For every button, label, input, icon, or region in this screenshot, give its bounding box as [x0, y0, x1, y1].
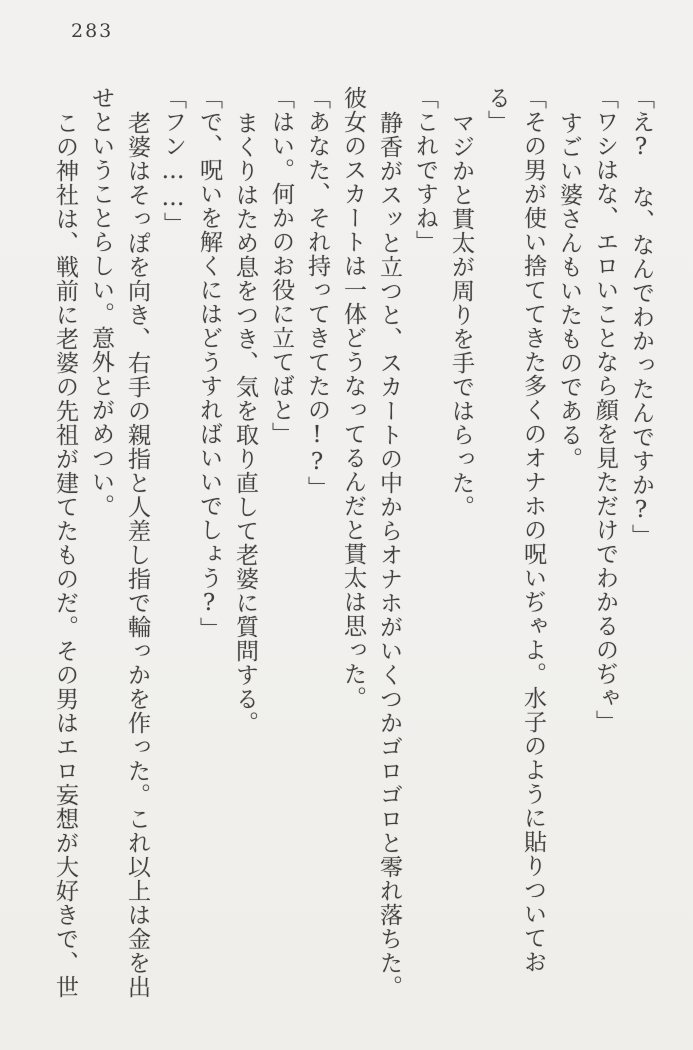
text-line: 「その男が使い捨ててきた多くのオナホの呪いぢゃよ。水子のように貼りついてお	[520, 86, 546, 974]
text-line: 「ワシはな、エロいことなら顔を見ただけでわかるのぢゃ」	[592, 86, 618, 734]
page-number: 283	[71, 20, 114, 42]
text-line: 静香がスッと立つと、スカートの中からオナホがいくつかゴロゴロと零れ落ちた。	[376, 111, 402, 999]
text-line: 「はい。何かのお役に立てばと」	[268, 86, 294, 446]
text-line: 「あなた、それ持ってきてたの!?」	[304, 86, 330, 500]
text-line: 老婆はそっぽを向き、右手の親指と人差し指で輪っかを作った。これ以上は金を出	[124, 111, 150, 999]
vertical-text-block	[47, 86, 659, 1008]
text-line: 彼女のスカートは一体どうなってるんだと貫太は思った。	[340, 86, 366, 710]
text-line: 「これですね」	[412, 86, 438, 254]
text-line: まくりはため息をつき、気を取り直して老婆に質問する。	[232, 111, 258, 735]
text-line: この神社は、戦前に老婆の先祖が建てたものだ。その男はエロ妄想が大好きで、世	[52, 111, 78, 999]
text-line: 「え? な、なんでわかったんですか?」	[628, 86, 654, 548]
text-line: すごい婆さんもいたものである。	[556, 111, 582, 471]
text-line: マジかと貫太が周りを手ではらった。	[448, 111, 474, 519]
text-line: 「フン……」	[160, 86, 186, 236]
text-line: せということらしい。意外とがめつい。	[88, 86, 114, 518]
text-line: 「で、呪いを解くにはどうすればいいでしょう?」	[196, 86, 222, 641]
text-line: る」	[484, 86, 510, 134]
